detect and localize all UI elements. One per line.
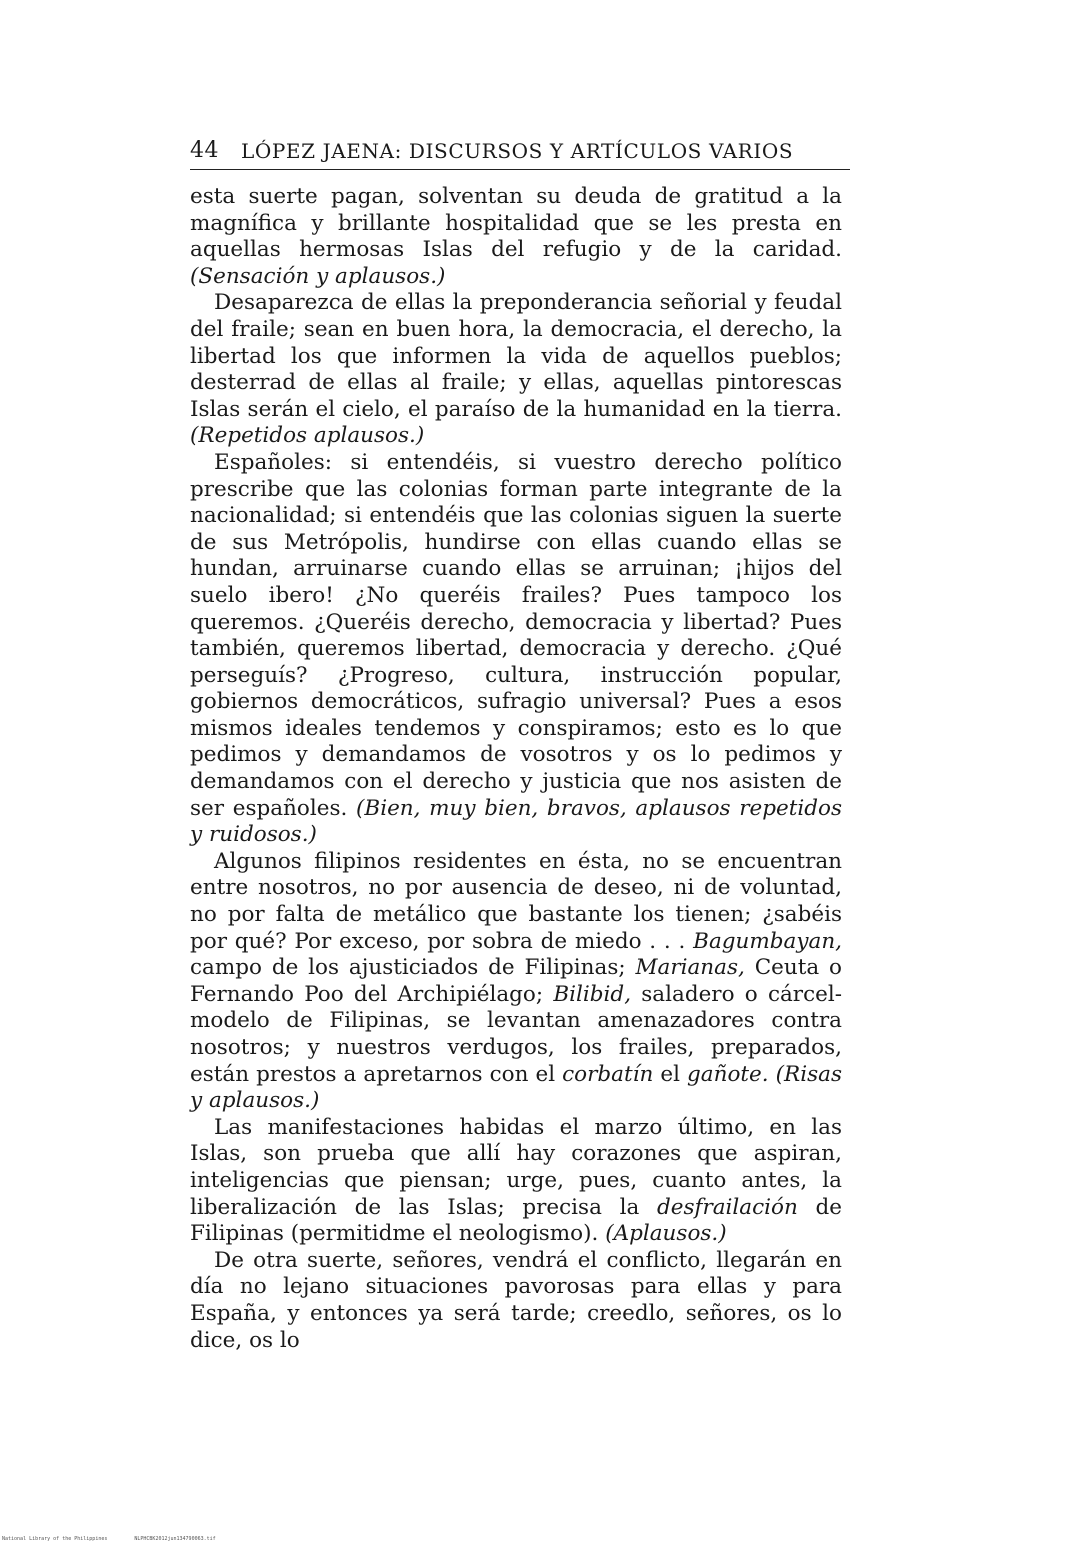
text-segment: Las manifestaciones habidas el marzo último, en las Islas, son prueba que allí hay corazones que aspiran, inteligencias que piensan; urge, pues, cuanto antes, la liberalización de las Islas; precisa la — [190, 1114, 842, 1220]
italic-text: (Risas y aplausos.) — [190, 1061, 842, 1114]
italic-text: (Repetidos aplausos.) — [190, 423, 425, 449]
italic-text: Bagumbayan, — [693, 928, 842, 954]
italic-text: corbatín — [562, 1061, 654, 1087]
text-segment: Españoles: si entendéis, si vuestro derecho político prescribe que las colonias forman parte integrante de la nacionalidad; si entendéis que las colonias siguen la suerte de sus Metrópolis, hundirse con ellas cuando ellas se hundan, arruinarse cuando ellas se arruinan; ¡hijos del suelo ibero! ¿No queréis frailes? Pues tampoco los queremos. ¿Queréis derecho, democracia y libertad? Pues también, queremos libertad, democracia y derecho. ¿Qué perseguís? ¿Progreso, cultura, instrucción popular, gobiernos democráticos, sufragio universal? Pues a esos mismos ideales tendemos y conspiramos; esto es lo que pedimos y demandamos de vosotros y os lo pedimos y demandamos con el derecho y justicia que nos asisten de ser españoles. — [190, 449, 842, 821]
italic-text: desfrailación — [656, 1194, 798, 1220]
paragraph — [190, 450, 842, 849]
body-text — [190, 184, 842, 1354]
italic-text: gañote. — [687, 1061, 769, 1087]
italic-text: (Aplausos.) — [605, 1221, 727, 1247]
scan-footer — [2, 1536, 240, 1542]
text-segment: el — [653, 1061, 688, 1087]
text-segment: Desaparezca de ellas la preponderancia señorial y feudal del fraile; sean en buen hora, la democracia, el derecho, la libertad los que informen la vida de aquellos pueblos; desterrad de ellas al fraile; y ellas, aquellas pintorescas Islas serán el cielo, el paraíso de la humanidad en la tierra. — [190, 290, 842, 422]
running-title: LÓPEZ JAENA: DISCURSOS Y ARTÍCULOS VARIOS — [241, 139, 794, 163]
library-credit: National Library of the Philippines — [2, 1536, 108, 1542]
page-number: 44 — [190, 138, 219, 163]
text-segment: De otra suerte, señores, vendrá el conflicto, llegarán en día no lejano situaciones pavorosas para ellas y para España, y entonces ya será tarde; creedlo, señores, os lo dice, os lo — [190, 1247, 842, 1353]
paragraph — [190, 1115, 842, 1248]
paragraph — [190, 849, 842, 1115]
paragraph — [190, 184, 842, 290]
italic-text: (Sensación y aplausos.) — [190, 263, 446, 289]
italic-text: (Bien, muy bien, bravos, aplausos repetidos y ruidosos.) — [190, 795, 842, 848]
text-segment: saladero o cárcel-modelo de Filipinas, se levantan amenazadores contra nosotros; y nuestros verdugos, los frailes, preparados, están prestos a apretarnos con el — [190, 981, 842, 1087]
text-segment — [769, 1062, 776, 1087]
paragraph — [190, 1248, 842, 1354]
text-segment: esta suerte pagan, solventan su deuda de gratitud a la magnífica y brillante hospitalidad que se les presta en aquellas hermosas Islas del refugio y de la caridad. — [190, 184, 842, 263]
italic-text: Marianas, — [635, 955, 745, 981]
file-identifier: NLPHCBK2012jun134790063.tif — [134, 1536, 216, 1542]
text-segment: campo de los ajusticiados de Filipinas; — [190, 955, 636, 981]
text-segment: Algunos filipinos residentes en ésta, no se encuentran entre nosotros, no por ausencia de deseo, ni de voluntad, no por falta de metálico que bastante los tienen; ¿sabéis por qué? Por exceso, por sobra de miedo . . . — [190, 848, 842, 954]
italic-text: Bilibid, — [553, 981, 632, 1007]
paragraph — [190, 290, 842, 450]
running-header — [190, 130, 850, 170]
text-segment: de Filipinas (permitidme el neologismo). — [190, 1194, 842, 1247]
text-segment: Ceuta o Fernando Poo del Archipiélago; — [190, 955, 842, 1007]
